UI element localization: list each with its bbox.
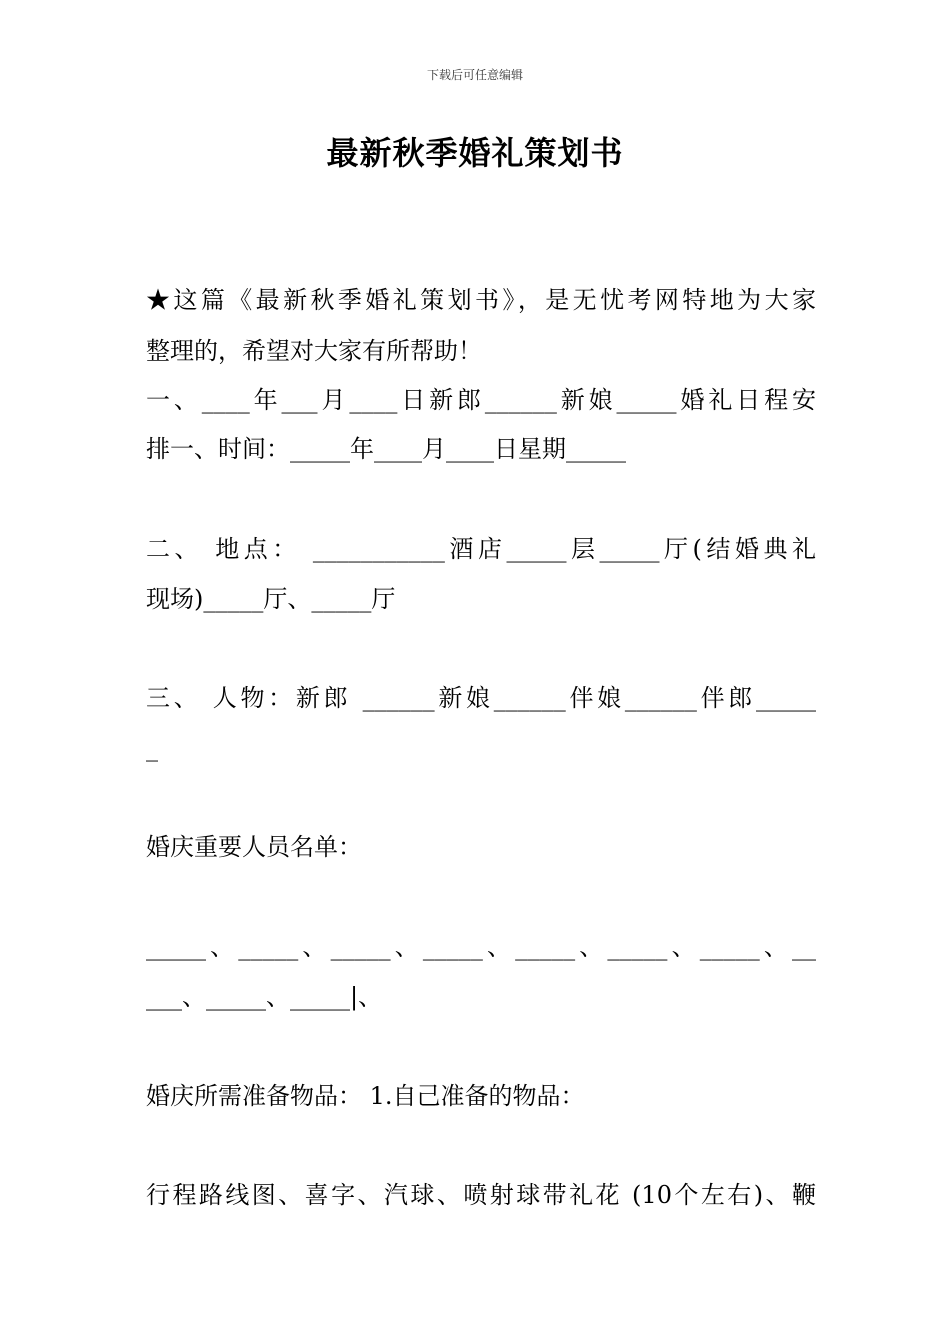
paragraph-line-staff-list-1: _____、_____、_____、_____、_____、_____、_____、__ (146, 933, 816, 961)
paragraph-line-staff-heading: 婚庆重要人员名单： (146, 833, 362, 861)
paragraph-line-schedule-1: 一、____年___月____日新郎______新娘_____婚礼日程安 (146, 386, 816, 414)
paragraph-line-items-heading: 婚庆所需准备物品： 1.自己准备的物品： (146, 1082, 585, 1110)
page-header-note: 下载后可任意编辑 (426, 68, 523, 82)
paragraph-line-staff-list-2: ___、_____、_____|、 (146, 983, 383, 1011)
paragraph-line-intro-2: 整理的，希望对大家有所帮助！ (146, 337, 482, 365)
paragraph-line-people-2: _ (146, 734, 158, 762)
paragraph-line-items-list: 行程路线图、喜字、汽球、喷射球带礼花 (10个左右)、鞭 (146, 1181, 816, 1209)
document-title: 最新秋季婚礼策划书 (326, 134, 624, 172)
paragraph-line-location-1: 二、 地点： ___________酒店_____层_____厅(结婚典礼 (146, 535, 816, 563)
paragraph-line-people-1: 三、 人物：新郎 ______新娘______伴娘______伴郎_____ (146, 684, 816, 712)
paragraph-line-intro-1: ★这篇《最新秋季婚礼策划书》，是无忧考网特地为大家 (146, 286, 816, 314)
paragraph-line-location-2: 现场)_____厅、_____厅 (146, 585, 396, 613)
paragraph-line-schedule-2: 排一、时间：_____年____月____日星期_____ (146, 435, 626, 463)
